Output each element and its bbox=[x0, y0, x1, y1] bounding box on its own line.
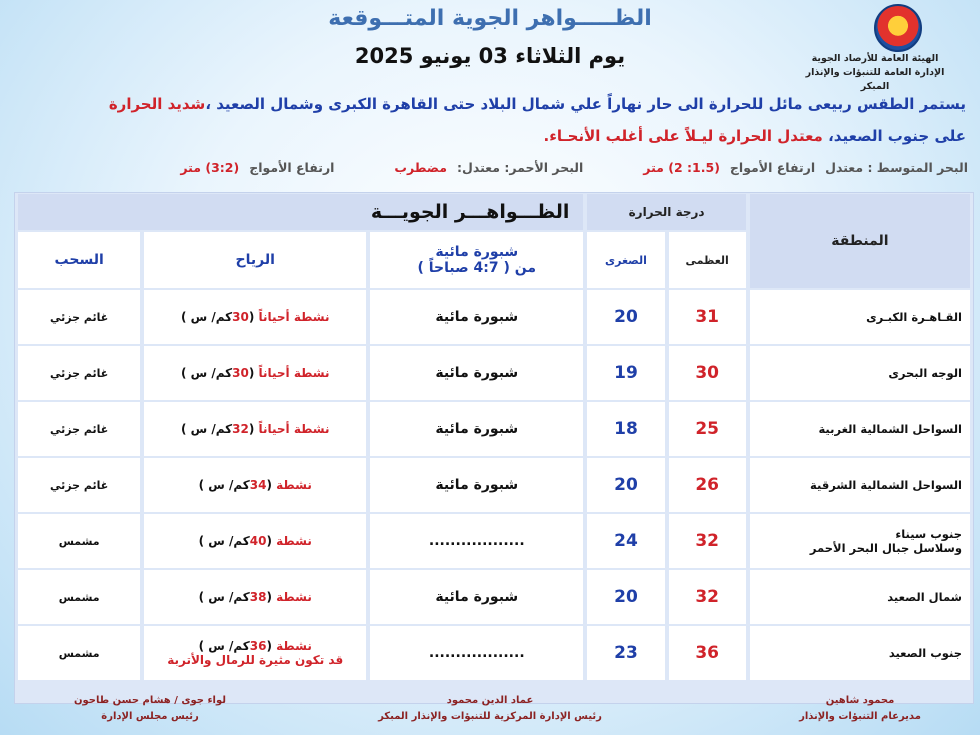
red-sea-label: البحر الأحمر: معتدل: bbox=[457, 160, 584, 175]
forecast-line-2: على جنوب الصعيد، معتدل الحرارة ليـلاً على أغلب الأنحـاء. bbox=[543, 127, 966, 145]
min-temp-cell: 23 bbox=[587, 626, 664, 680]
region-cell: السواحل الشمالية الشرقية bbox=[750, 458, 970, 512]
fog-cell: شبورة مائية bbox=[370, 290, 583, 344]
max-temp-cell: 31 bbox=[669, 290, 746, 344]
phenomena-header: الظـــواهـــر الجويـــة bbox=[18, 194, 583, 230]
cloud-cell: مشمس bbox=[18, 514, 140, 568]
table-row bbox=[18, 626, 970, 680]
max-temp-header: العظمى bbox=[669, 232, 746, 288]
winds-header: الرياح bbox=[144, 232, 366, 288]
fog-cell: شبورة مائية bbox=[370, 458, 583, 512]
footer-signature-left: لواء جوى / هشام حسن طاحون رئيس مجلس الإدارة bbox=[73, 695, 227, 722]
table-row bbox=[18, 402, 970, 456]
fog-cell: شبورة مائية bbox=[370, 570, 583, 624]
region-cell: جنوب الصعيد bbox=[750, 626, 970, 680]
min-temp-cell: 18 bbox=[587, 402, 664, 456]
table-row bbox=[18, 514, 970, 568]
region-header: المنطقة bbox=[750, 194, 970, 288]
fog-cell: .................. bbox=[370, 514, 583, 568]
region-cell: القـاهـرة الكبـرى bbox=[750, 290, 970, 344]
forecast-line-1: يستمر الطقس ربيعى مائل للحرارة الى حار نهاراً علي شمال البلاد حتى القاهرة الكبرى وشمال الصعيد ،شديد الحرارة bbox=[108, 95, 966, 113]
med-waves-value: (1.5: 2) متر bbox=[643, 160, 720, 175]
org-line-2: الإدارة العامة للتنبؤات والإنذار المبكر bbox=[805, 67, 945, 92]
region-cell: شمال الصعيد bbox=[750, 570, 970, 624]
wind-cell: نشطة (36كم/ س ) قد تكون مثيرة للرمال والأتربة bbox=[144, 626, 366, 680]
max-temp-cell: 36 bbox=[669, 626, 746, 680]
cloud-cell: غائم جزئي bbox=[18, 458, 140, 512]
region-cell: السواحل الشمالية الغربية bbox=[750, 402, 970, 456]
max-temp-cell: 26 bbox=[669, 458, 746, 512]
org-line-1: الهيئة العامة للأرصاد الجوية bbox=[811, 53, 939, 64]
fog-cell: شبورة مائية bbox=[370, 346, 583, 400]
fog-header: شبورة مائية من ( 4:7 صباحاً ) bbox=[370, 232, 583, 288]
min-temp-header: الصغرى bbox=[587, 232, 664, 288]
cloud-cell: غائم جزئي bbox=[18, 402, 140, 456]
forecast-description bbox=[14, 88, 966, 152]
wind-cell: نشطة أحياناً (30كم/ س ) bbox=[144, 290, 366, 344]
footer-signature-middle: عماد الدين محمود رئيس الإدارة المركزية للتنبؤات والإنذار المبكر bbox=[378, 695, 602, 722]
red-waves-label: ارتفاع الأمواج bbox=[249, 160, 335, 175]
cloud-cell: غائم جزئي bbox=[18, 346, 140, 400]
table-row bbox=[18, 458, 970, 512]
cloud-cell: غائم جزئي bbox=[18, 290, 140, 344]
min-temp-cell: 20 bbox=[587, 458, 664, 512]
table-row bbox=[18, 570, 970, 624]
clouds-header: السحب bbox=[18, 232, 140, 288]
fog-cell: .................. bbox=[370, 626, 583, 680]
max-temp-cell: 25 bbox=[669, 402, 746, 456]
max-temp-cell: 32 bbox=[669, 514, 746, 568]
max-temp-cell: 32 bbox=[669, 570, 746, 624]
min-temp-cell: 20 bbox=[587, 570, 664, 624]
wind-cell: نشطة (34كم/ س ) bbox=[144, 458, 366, 512]
med-sea-label: البحر المتوسط : معتدل bbox=[825, 160, 968, 175]
max-temp-cell: 30 bbox=[669, 346, 746, 400]
region-cell: جنوب سيناء وسلاسل جبال البحر الأحمر bbox=[750, 514, 970, 568]
forecast-table bbox=[14, 192, 974, 682]
cloud-cell: مشمس bbox=[18, 626, 140, 680]
forecast-date: يوم الثلاثاء 03 يونيو 2025 bbox=[354, 44, 626, 68]
sea-conditions bbox=[14, 160, 968, 175]
med-waves-label: ارتفاع الأمواج bbox=[729, 160, 816, 175]
red-waves-value: (3:2) متر bbox=[180, 160, 240, 175]
footer-signature-right: محمود شاهين مديرعام التنبؤات والإنذار bbox=[799, 695, 921, 722]
min-temp-cell: 20 bbox=[587, 290, 664, 344]
temperature-header: درجة الحرارة bbox=[587, 194, 745, 230]
wind-cell: نشطة أحياناً (30كم/ س ) bbox=[144, 346, 366, 400]
table-row bbox=[18, 290, 970, 344]
wind-cell: نشطة (40كم/ س ) bbox=[144, 514, 366, 568]
red-sea-state: مضطرب bbox=[394, 160, 447, 175]
min-temp-cell: 19 bbox=[587, 346, 664, 400]
table-row bbox=[18, 346, 970, 400]
min-temp-cell: 24 bbox=[587, 514, 664, 568]
page-title: الظـــــواهر الجوية المتـــوقعة bbox=[328, 6, 652, 31]
wind-cell: نشطة أحياناً (32كم/ س ) bbox=[144, 402, 366, 456]
region-cell: الوجه البحرى bbox=[750, 346, 970, 400]
wind-note: قد تكون مثيرة للرمال والأتربة bbox=[167, 653, 344, 667]
fog-cell: شبورة مائية bbox=[370, 402, 583, 456]
wind-cell: نشطة (38كم/ س ) bbox=[144, 570, 366, 624]
cloud-cell: مشمس bbox=[18, 570, 140, 624]
